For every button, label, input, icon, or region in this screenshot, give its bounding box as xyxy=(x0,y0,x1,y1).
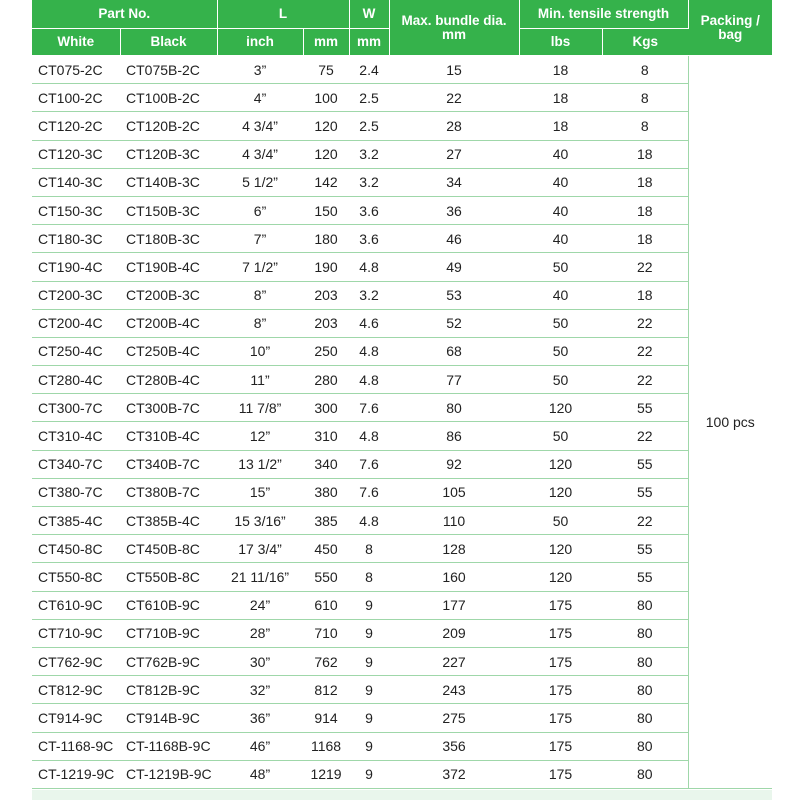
cell-white: CT100-2C xyxy=(32,84,120,112)
cell-bundle: 15 xyxy=(389,56,519,84)
cell-lbs: 40 xyxy=(519,281,602,309)
cell-kgs: 80 xyxy=(602,676,688,704)
cell-black: CT550B-8C xyxy=(120,563,217,591)
table-row xyxy=(32,422,772,450)
cell-inch: 5 1/2” xyxy=(217,168,303,196)
cell-lbs: 175 xyxy=(519,619,602,647)
cell-white: CT380-7C xyxy=(32,478,120,506)
cell-inch: 36” xyxy=(217,704,303,732)
cell-bundle: 27 xyxy=(389,140,519,168)
cell-mm: 100 xyxy=(303,84,349,112)
cell-kgs: 22 xyxy=(602,253,688,281)
cell-kgs: 80 xyxy=(602,591,688,619)
cell-lbs: 175 xyxy=(519,591,602,619)
table-row xyxy=(32,56,772,84)
cell-inch: 4” xyxy=(217,84,303,112)
table-row xyxy=(32,647,772,675)
cell-bundle: 34 xyxy=(389,168,519,196)
cell-white: CT310-4C xyxy=(32,422,120,450)
bottom-band xyxy=(32,790,772,800)
cell-w: 3.6 xyxy=(349,225,389,253)
cell-kgs: 55 xyxy=(602,478,688,506)
cell-kgs: 22 xyxy=(602,309,688,337)
cell-lbs: 18 xyxy=(519,84,602,112)
cell-bundle: 356 xyxy=(389,732,519,760)
cell-kgs: 18 xyxy=(602,140,688,168)
cell-kgs: 55 xyxy=(602,563,688,591)
cell-inch: 4 3/4” xyxy=(217,140,303,168)
cell-w: 4.6 xyxy=(349,309,389,337)
cell-lbs: 50 xyxy=(519,422,602,450)
cell-black: CT200B-4C xyxy=(120,309,217,337)
cell-w: 9 xyxy=(349,591,389,619)
table-header xyxy=(32,0,772,56)
cell-w: 7.6 xyxy=(349,394,389,422)
cell-inch: 7 1/2” xyxy=(217,253,303,281)
cell-w: 9 xyxy=(349,619,389,647)
spec-table-container xyxy=(32,0,772,789)
table-row xyxy=(32,84,772,112)
cell-bundle: 49 xyxy=(389,253,519,281)
cell-white: CT550-8C xyxy=(32,563,120,591)
cell-lbs: 175 xyxy=(519,760,602,788)
table-row xyxy=(32,478,772,506)
header-black: Black xyxy=(120,29,217,56)
cell-mm: 280 xyxy=(303,366,349,394)
cell-inch: 3” xyxy=(217,56,303,84)
cell-lbs: 120 xyxy=(519,535,602,563)
table-row xyxy=(32,196,772,224)
cell-w: 2.5 xyxy=(349,84,389,112)
cell-lbs: 120 xyxy=(519,478,602,506)
header-white: White xyxy=(32,29,120,56)
cell-mm: 340 xyxy=(303,450,349,478)
cell-lbs: 50 xyxy=(519,507,602,535)
cell-w: 7.6 xyxy=(349,478,389,506)
cell-w: 9 xyxy=(349,704,389,732)
table-body xyxy=(32,56,772,789)
cell-bundle: 177 xyxy=(389,591,519,619)
cell-black: CT120B-2C xyxy=(120,112,217,140)
cell-bundle: 209 xyxy=(389,619,519,647)
cell-white: CT-1219-9C xyxy=(32,760,120,788)
cell-black: CT340B-7C xyxy=(120,450,217,478)
cell-kgs: 22 xyxy=(602,366,688,394)
cell-kgs: 55 xyxy=(602,450,688,478)
cell-inch: 11” xyxy=(217,366,303,394)
cell-inch: 12” xyxy=(217,422,303,450)
cell-kgs: 18 xyxy=(602,196,688,224)
cell-kgs: 18 xyxy=(602,281,688,309)
table-row xyxy=(32,591,772,619)
cell-white: CT180-3C xyxy=(32,225,120,253)
cell-kgs: 80 xyxy=(602,619,688,647)
cell-bundle: 77 xyxy=(389,366,519,394)
cell-bundle: 275 xyxy=(389,704,519,732)
cell-black: CT914B-9C xyxy=(120,704,217,732)
cell-kgs: 80 xyxy=(602,704,688,732)
cell-w: 8 xyxy=(349,535,389,563)
header-lbs: lbs xyxy=(519,29,602,56)
header-tensile: Min. tensile strength xyxy=(519,0,688,29)
cell-bundle: 160 xyxy=(389,563,519,591)
cell-white: CT385-4C xyxy=(32,507,120,535)
cell-mm: 120 xyxy=(303,140,349,168)
table-row xyxy=(32,168,772,196)
header-kgs: Kgs xyxy=(602,29,688,56)
cell-black: CT610B-9C xyxy=(120,591,217,619)
cell-inch: 4 3/4” xyxy=(217,112,303,140)
cell-mm: 450 xyxy=(303,535,349,563)
cell-kgs: 80 xyxy=(602,732,688,760)
cell-black: CT450B-8C xyxy=(120,535,217,563)
table-row xyxy=(32,450,772,478)
cell-w: 3.2 xyxy=(349,281,389,309)
cell-black: CT-1219B-9C xyxy=(120,760,217,788)
cell-lbs: 120 xyxy=(519,450,602,478)
cell-bundle: 46 xyxy=(389,225,519,253)
table-row xyxy=(32,732,772,760)
cell-lbs: 40 xyxy=(519,168,602,196)
table-row xyxy=(32,309,772,337)
cell-mm: 203 xyxy=(303,309,349,337)
cell-w: 4.8 xyxy=(349,253,389,281)
cell-mm: 550 xyxy=(303,563,349,591)
cell-bundle: 86 xyxy=(389,422,519,450)
cell-white: CT812-9C xyxy=(32,676,120,704)
cell-black: CT-1168B-9C xyxy=(120,732,217,760)
header-mm: mm xyxy=(303,29,349,56)
cell-mm: 1168 xyxy=(303,732,349,760)
table-row xyxy=(32,760,772,788)
cell-inch: 17 3/4” xyxy=(217,535,303,563)
cell-black: CT190B-4C xyxy=(120,253,217,281)
cell-mm: 762 xyxy=(303,647,349,675)
cell-lbs: 40 xyxy=(519,196,602,224)
cell-mm: 203 xyxy=(303,281,349,309)
cell-black: CT075B-2C xyxy=(120,56,217,84)
table-row xyxy=(32,281,772,309)
cell-mm: 75 xyxy=(303,56,349,84)
cell-white: CT-1168-9C xyxy=(32,732,120,760)
cell-mm: 380 xyxy=(303,478,349,506)
header-bundle xyxy=(389,0,519,56)
cell-black: CT150B-3C xyxy=(120,196,217,224)
cell-white: CT200-4C xyxy=(32,309,120,337)
table-row xyxy=(32,366,772,394)
cell-inch: 7” xyxy=(217,225,303,253)
cell-black: CT120B-3C xyxy=(120,140,217,168)
cell-mm: 914 xyxy=(303,704,349,732)
cell-mm: 710 xyxy=(303,619,349,647)
cell-bundle: 68 xyxy=(389,337,519,365)
cell-bundle: 128 xyxy=(389,535,519,563)
cell-black: CT385B-4C xyxy=(120,507,217,535)
cell-white: CT200-3C xyxy=(32,281,120,309)
cell-inch: 8” xyxy=(217,281,303,309)
cell-inch: 21 11/16” xyxy=(217,563,303,591)
table-row xyxy=(32,676,772,704)
cell-lbs: 18 xyxy=(519,112,602,140)
cell-kgs: 8 xyxy=(602,112,688,140)
cell-lbs: 50 xyxy=(519,309,602,337)
cell-kgs: 18 xyxy=(602,225,688,253)
cell-w: 2.5 xyxy=(349,112,389,140)
cell-mm: 1219 xyxy=(303,760,349,788)
cell-black: CT200B-3C xyxy=(120,281,217,309)
cell-bundle: 243 xyxy=(389,676,519,704)
cell-lbs: 175 xyxy=(519,676,602,704)
cell-white: CT280-4C xyxy=(32,366,120,394)
cell-lbs: 175 xyxy=(519,647,602,675)
cell-w: 9 xyxy=(349,760,389,788)
header-packing: Packing / bag xyxy=(688,0,772,56)
cell-bundle: 110 xyxy=(389,507,519,535)
cell-w: 4.8 xyxy=(349,337,389,365)
cell-inch: 6” xyxy=(217,196,303,224)
cell-lbs: 18 xyxy=(519,56,602,84)
header-width: W xyxy=(349,0,389,29)
cell-inch: 13 1/2” xyxy=(217,450,303,478)
cell-w: 9 xyxy=(349,647,389,675)
cell-white: CT150-3C xyxy=(32,196,120,224)
table-row xyxy=(32,507,772,535)
table-row xyxy=(32,253,772,281)
table-row xyxy=(32,337,772,365)
cell-w: 3.6 xyxy=(349,196,389,224)
cell-black: CT310B-4C xyxy=(120,422,217,450)
cell-mm: 300 xyxy=(303,394,349,422)
cell-mm: 150 xyxy=(303,196,349,224)
table-row xyxy=(32,704,772,732)
cell-lbs: 175 xyxy=(519,732,602,760)
cell-inch: 28” xyxy=(217,619,303,647)
cell-mm: 120 xyxy=(303,112,349,140)
cell-white: CT120-3C xyxy=(32,140,120,168)
cell-bundle: 92 xyxy=(389,450,519,478)
cell-kgs: 18 xyxy=(602,168,688,196)
cell-w: 4.8 xyxy=(349,507,389,535)
cell-white: CT190-4C xyxy=(32,253,120,281)
table-row xyxy=(32,112,772,140)
cell-mm: 812 xyxy=(303,676,349,704)
cell-w: 9 xyxy=(349,676,389,704)
header-length: L xyxy=(217,0,349,29)
cell-bundle: 227 xyxy=(389,647,519,675)
cell-white: CT914-9C xyxy=(32,704,120,732)
cell-white: CT710-9C xyxy=(32,619,120,647)
header-bundle-label: Max. bundle dia. xyxy=(401,12,507,28)
cell-black: CT812B-9C xyxy=(120,676,217,704)
cell-mm: 610 xyxy=(303,591,349,619)
cell-kgs: 55 xyxy=(602,394,688,422)
cell-w: 9 xyxy=(349,732,389,760)
cell-mm: 385 xyxy=(303,507,349,535)
cell-inch: 46” xyxy=(217,732,303,760)
cell-white: CT340-7C xyxy=(32,450,120,478)
table-row xyxy=(32,563,772,591)
cell-kgs: 8 xyxy=(602,84,688,112)
cell-inch: 24” xyxy=(217,591,303,619)
cell-white: CT120-2C xyxy=(32,112,120,140)
cell-white: CT250-4C xyxy=(32,337,120,365)
cell-white: CT610-9C xyxy=(32,591,120,619)
cell-lbs: 40 xyxy=(519,225,602,253)
header-inch: inch xyxy=(217,29,303,56)
cell-lbs: 50 xyxy=(519,366,602,394)
cell-black: CT140B-3C xyxy=(120,168,217,196)
cell-bundle: 53 xyxy=(389,281,519,309)
table-row xyxy=(32,225,772,253)
cell-bundle: 80 xyxy=(389,394,519,422)
cell-bundle: 28 xyxy=(389,112,519,140)
cell-kgs: 22 xyxy=(602,337,688,365)
cell-kgs: 80 xyxy=(602,647,688,675)
cell-kgs: 22 xyxy=(602,507,688,535)
cable-tie-spec-table xyxy=(32,0,772,789)
cell-w: 7.6 xyxy=(349,450,389,478)
cell-lbs: 50 xyxy=(519,337,602,365)
cell-white: CT140-3C xyxy=(32,168,120,196)
cell-lbs: 120 xyxy=(519,563,602,591)
cell-bundle: 372 xyxy=(389,760,519,788)
cell-white: CT762-9C xyxy=(32,647,120,675)
cell-bundle: 105 xyxy=(389,478,519,506)
cell-kgs: 8 xyxy=(602,56,688,84)
cell-bundle: 52 xyxy=(389,309,519,337)
cell-w: 3.2 xyxy=(349,140,389,168)
cell-black: CT100B-2C xyxy=(120,84,217,112)
header-width-unit: mm xyxy=(349,29,389,56)
cell-inch: 48” xyxy=(217,760,303,788)
cell-inch: 30” xyxy=(217,647,303,675)
cell-mm: 250 xyxy=(303,337,349,365)
cell-lbs: 175 xyxy=(519,704,602,732)
header-part-no: Part No. xyxy=(32,0,217,29)
cell-bundle: 22 xyxy=(389,84,519,112)
cell-inch: 32” xyxy=(217,676,303,704)
cell-w: 3.2 xyxy=(349,168,389,196)
cell-black: CT180B-3C xyxy=(120,225,217,253)
cell-black: CT280B-4C xyxy=(120,366,217,394)
cell-kgs: 22 xyxy=(602,422,688,450)
cell-white: CT450-8C xyxy=(32,535,120,563)
cell-mm: 180 xyxy=(303,225,349,253)
cell-w: 4.8 xyxy=(349,366,389,394)
cell-black: CT710B-9C xyxy=(120,619,217,647)
cell-mm: 142 xyxy=(303,168,349,196)
table-row xyxy=(32,140,772,168)
cell-inch: 8” xyxy=(217,309,303,337)
cell-lbs: 50 xyxy=(519,253,602,281)
cell-w: 4.8 xyxy=(349,422,389,450)
cell-white: CT075-2C xyxy=(32,56,120,84)
cell-white: CT300-7C xyxy=(32,394,120,422)
cell-packing: 100 pcs xyxy=(688,56,772,789)
cell-lbs: 120 xyxy=(519,394,602,422)
cell-kgs: 80 xyxy=(602,760,688,788)
cell-w: 2.4 xyxy=(349,56,389,84)
table-row xyxy=(32,619,772,647)
cell-mm: 190 xyxy=(303,253,349,281)
cell-inch: 15 3/16” xyxy=(217,507,303,535)
cell-black: CT300B-7C xyxy=(120,394,217,422)
table-row xyxy=(32,535,772,563)
cell-inch: 10” xyxy=(217,337,303,365)
header-bundle-unit: mm xyxy=(442,26,467,42)
cell-kgs: 55 xyxy=(602,535,688,563)
cell-black: CT762B-9C xyxy=(120,647,217,675)
cell-black: CT380B-7C xyxy=(120,478,217,506)
cell-bundle: 36 xyxy=(389,196,519,224)
cell-inch: 15” xyxy=(217,478,303,506)
cell-mm: 310 xyxy=(303,422,349,450)
cell-inch: 11 7/8” xyxy=(217,394,303,422)
table-row xyxy=(32,394,772,422)
cell-lbs: 40 xyxy=(519,140,602,168)
cell-black: CT250B-4C xyxy=(120,337,217,365)
cell-w: 8 xyxy=(349,563,389,591)
